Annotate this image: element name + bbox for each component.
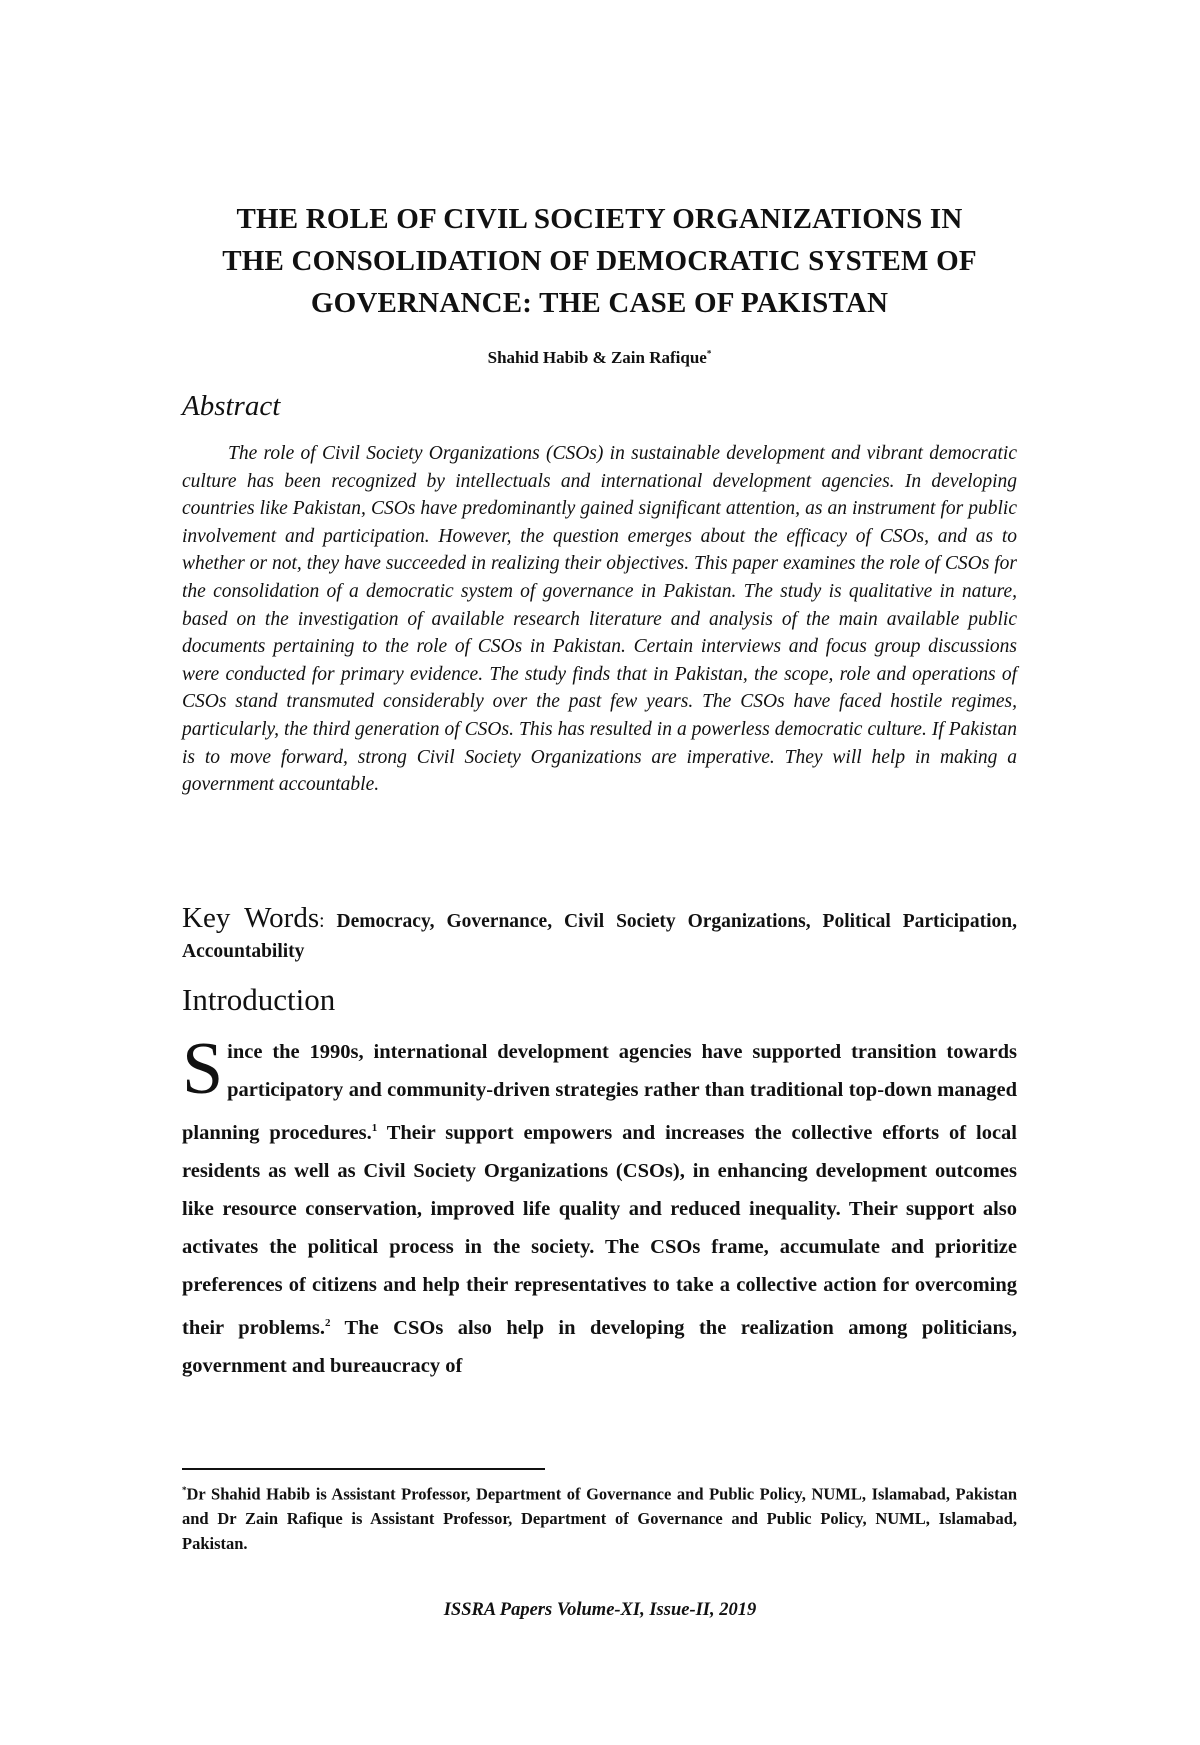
introduction-heading: Introduction <box>182 982 336 1017</box>
keywords-label: Key Words <box>182 902 320 934</box>
title-line-1: THE ROLE OF CIVIL SOCIETY ORGANIZATIONS IN <box>236 203 963 235</box>
page-footer: ISSRA Papers Volume-XI, Issue-II, 2019 <box>443 1600 757 1620</box>
drop-cap: S <box>182 1028 224 1110</box>
footnote <box>182 1478 1017 1556</box>
author-names: Shahid Habib & Zain Rafique <box>487 348 707 367</box>
paper-title <box>182 198 1017 324</box>
footnote-text: Dr Shahid Habib is Assistant Professor, Department of Governance and Public Policy, NUML, Islamabad, Pakistan and Dr Zain Rafique is Assistant Professor, Department of Governance and Public Policy, NUML, Islamabad, Pakistan. <box>182 1484 1017 1553</box>
footnote-ref-2[interactable]: 2 <box>324 1316 331 1329</box>
footnote-ref-1[interactable]: 1 <box>371 1122 378 1134</box>
abstract-heading: Abstract <box>182 390 281 422</box>
keywords-block <box>182 903 1017 967</box>
keywords-separator: : <box>319 911 325 932</box>
introduction-text <box>182 1028 1017 1385</box>
intro-part-1: ince the 1990s, international development agencies have supported transition towards participatory and community-driven strategies rather than traditional top-down managed planning procedures. <box>182 1041 1017 1144</box>
title-line-2: THE CONSOLIDATION OF DEMOCRATIC SYSTEM OF <box>222 245 977 277</box>
intro-part-3: The CSOs also help in developing the realization among politicians, government and bureaucracy of <box>182 1316 1017 1377</box>
author-line <box>182 348 1017 368</box>
author-footnote-marker: * <box>706 348 712 359</box>
footnote-marker: * <box>182 1485 187 1495</box>
keywords-text: Democracy, Governance, Civil Society Organizations, Political Participation, Accountability <box>182 911 1017 962</box>
intro-part-2: Their support empowers and increases the collective efforts of local residents as well as Civil Society Organizations (CSOs), in enhancing development outcomes like resource conservation, improved life quality and reduced inequality. Their support also activates the political process in the society. The CSOs frame, accumulate and prioritize preferences of citizens and help their representatives to take a collective action for overcoming their problems. <box>182 1121 1017 1339</box>
title-line-3: GOVERNANCE: THE CASE OF PAKISTAN <box>310 287 889 319</box>
abstract-text: The role of Civil Society Organizations (CSOs) in sustainable development and vibrant democratic culture has been recognized by intellectuals and international development agencies. In developing countries like Pakistan, CSOs have predominantly gained significant attention, as an instrument for public involvement and participation. However, the question emerges about the efficacy of CSOs, and as to whether or not, they have succeeded in realizing their objectives. This paper examines the role of CSOs for the consolidation of a democratic system of governance in Pakistan. The study is qualitative in nature, based on the investigation of available research literature and analysis of the main available public documents pertaining to the role of CSOs in Pakistan. Certain interviews and focus group discussions were conducted for primary evidence. The study finds that in Pakistan, the scope, role and operations of CSOs stand transmuted considerably over the past few years. The CSOs have faced hostile regimes, particularly, the third generation of CSOs. This has resulted in a powerless democratic culture. If Pakistan is to move forward, strong Civil Society Organizations are imperative. They will help in making a government accountable. <box>182 443 1017 796</box>
footnote-divider <box>182 1468 545 1470</box>
